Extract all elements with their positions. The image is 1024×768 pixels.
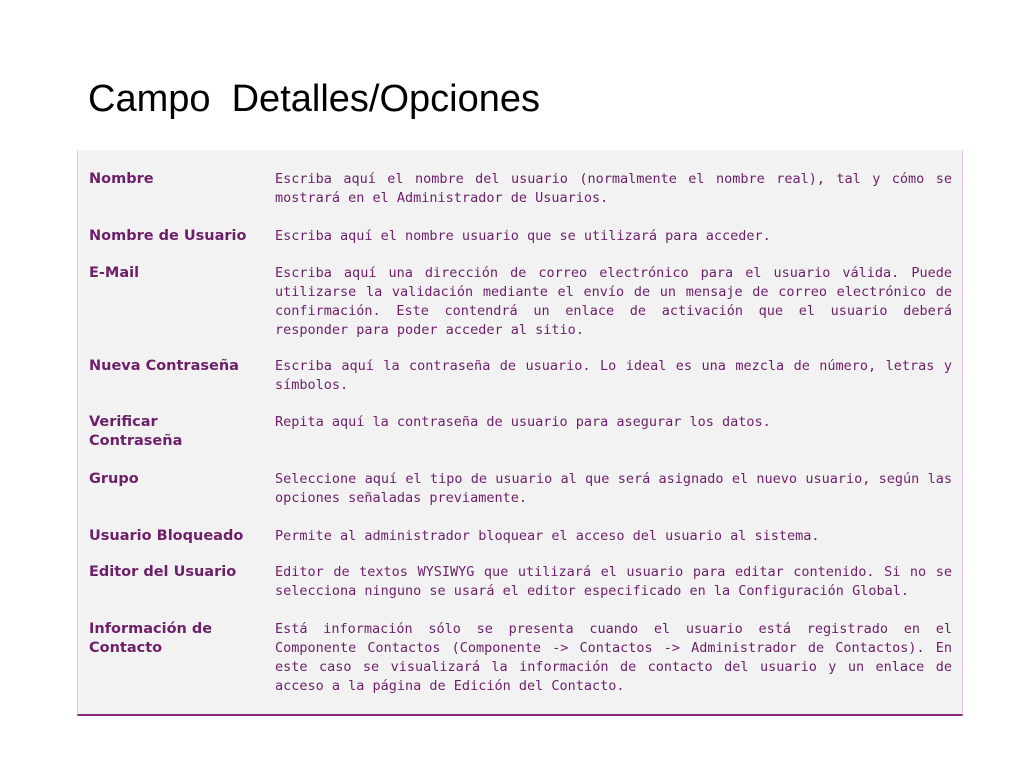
field-description: Escriba aquí la contraseña de usuario. Lo ideal es una mezcla de número, letras y símbolos.: [275, 358, 952, 393]
field-name: Editor del Usuario: [89, 564, 237, 580]
field-description: Escriba aquí una dirección de correo electrónico para el usuario válida. Puede utilizarse la validación mediante el envío de un mensaje de correo electrónico de confirmación. Este contendrá un enlace de activación que el usuario deberá responder para poder acceder al sitio.: [275, 265, 952, 338]
slide-title: Campo Detalles/Opciones: [88, 78, 540, 120]
field-name: Grupo: [89, 471, 139, 487]
field-name: Información de Contacto: [89, 621, 213, 656]
field-description: Editor de textos WYSIWYG que utilizará el usuario para editar contenido. Si no se selecciona ninguno se usará el editor especificado en la Configuración Global.: [275, 564, 952, 599]
field-name: Nueva Contraseña: [89, 358, 239, 374]
field-name: Nombre de Usuario: [89, 228, 247, 244]
field-description: Seleccione aquí el tipo de usuario al que será asignado el nuevo usuario, según las opciones señaladas previamente.: [275, 471, 952, 506]
field-name: Verificar Contraseña: [89, 414, 183, 449]
field-name: Nombre: [89, 171, 154, 187]
field-description: Escriba aquí el nombre del usuario (normalmente el nombre real), tal y cómo se mostrará en el Administrador de Usuarios.: [275, 171, 952, 206]
field-description: Escriba aquí el nombre usuario que se utilizará para acceder.: [275, 228, 771, 244]
field-description: Permite al administrador bloquear el acceso del usuario al sistema.: [275, 528, 820, 544]
fields-table: [77, 150, 963, 716]
field-description: Está información sólo se presenta cuando el usuario está registrado en el Componente Contactos (Componente -> Contactos -> Administrador de Contactos). En este caso se visualizará la información de contacto del usuario y un enlace de acceso a la página de Edición del Contacto.: [275, 621, 952, 694]
field-description: Repita aquí la contraseña de usuario para asegurar los datos.: [275, 414, 771, 430]
field-name: Usuario Bloqueado: [89, 528, 244, 544]
field-name: E-Mail: [89, 265, 140, 281]
